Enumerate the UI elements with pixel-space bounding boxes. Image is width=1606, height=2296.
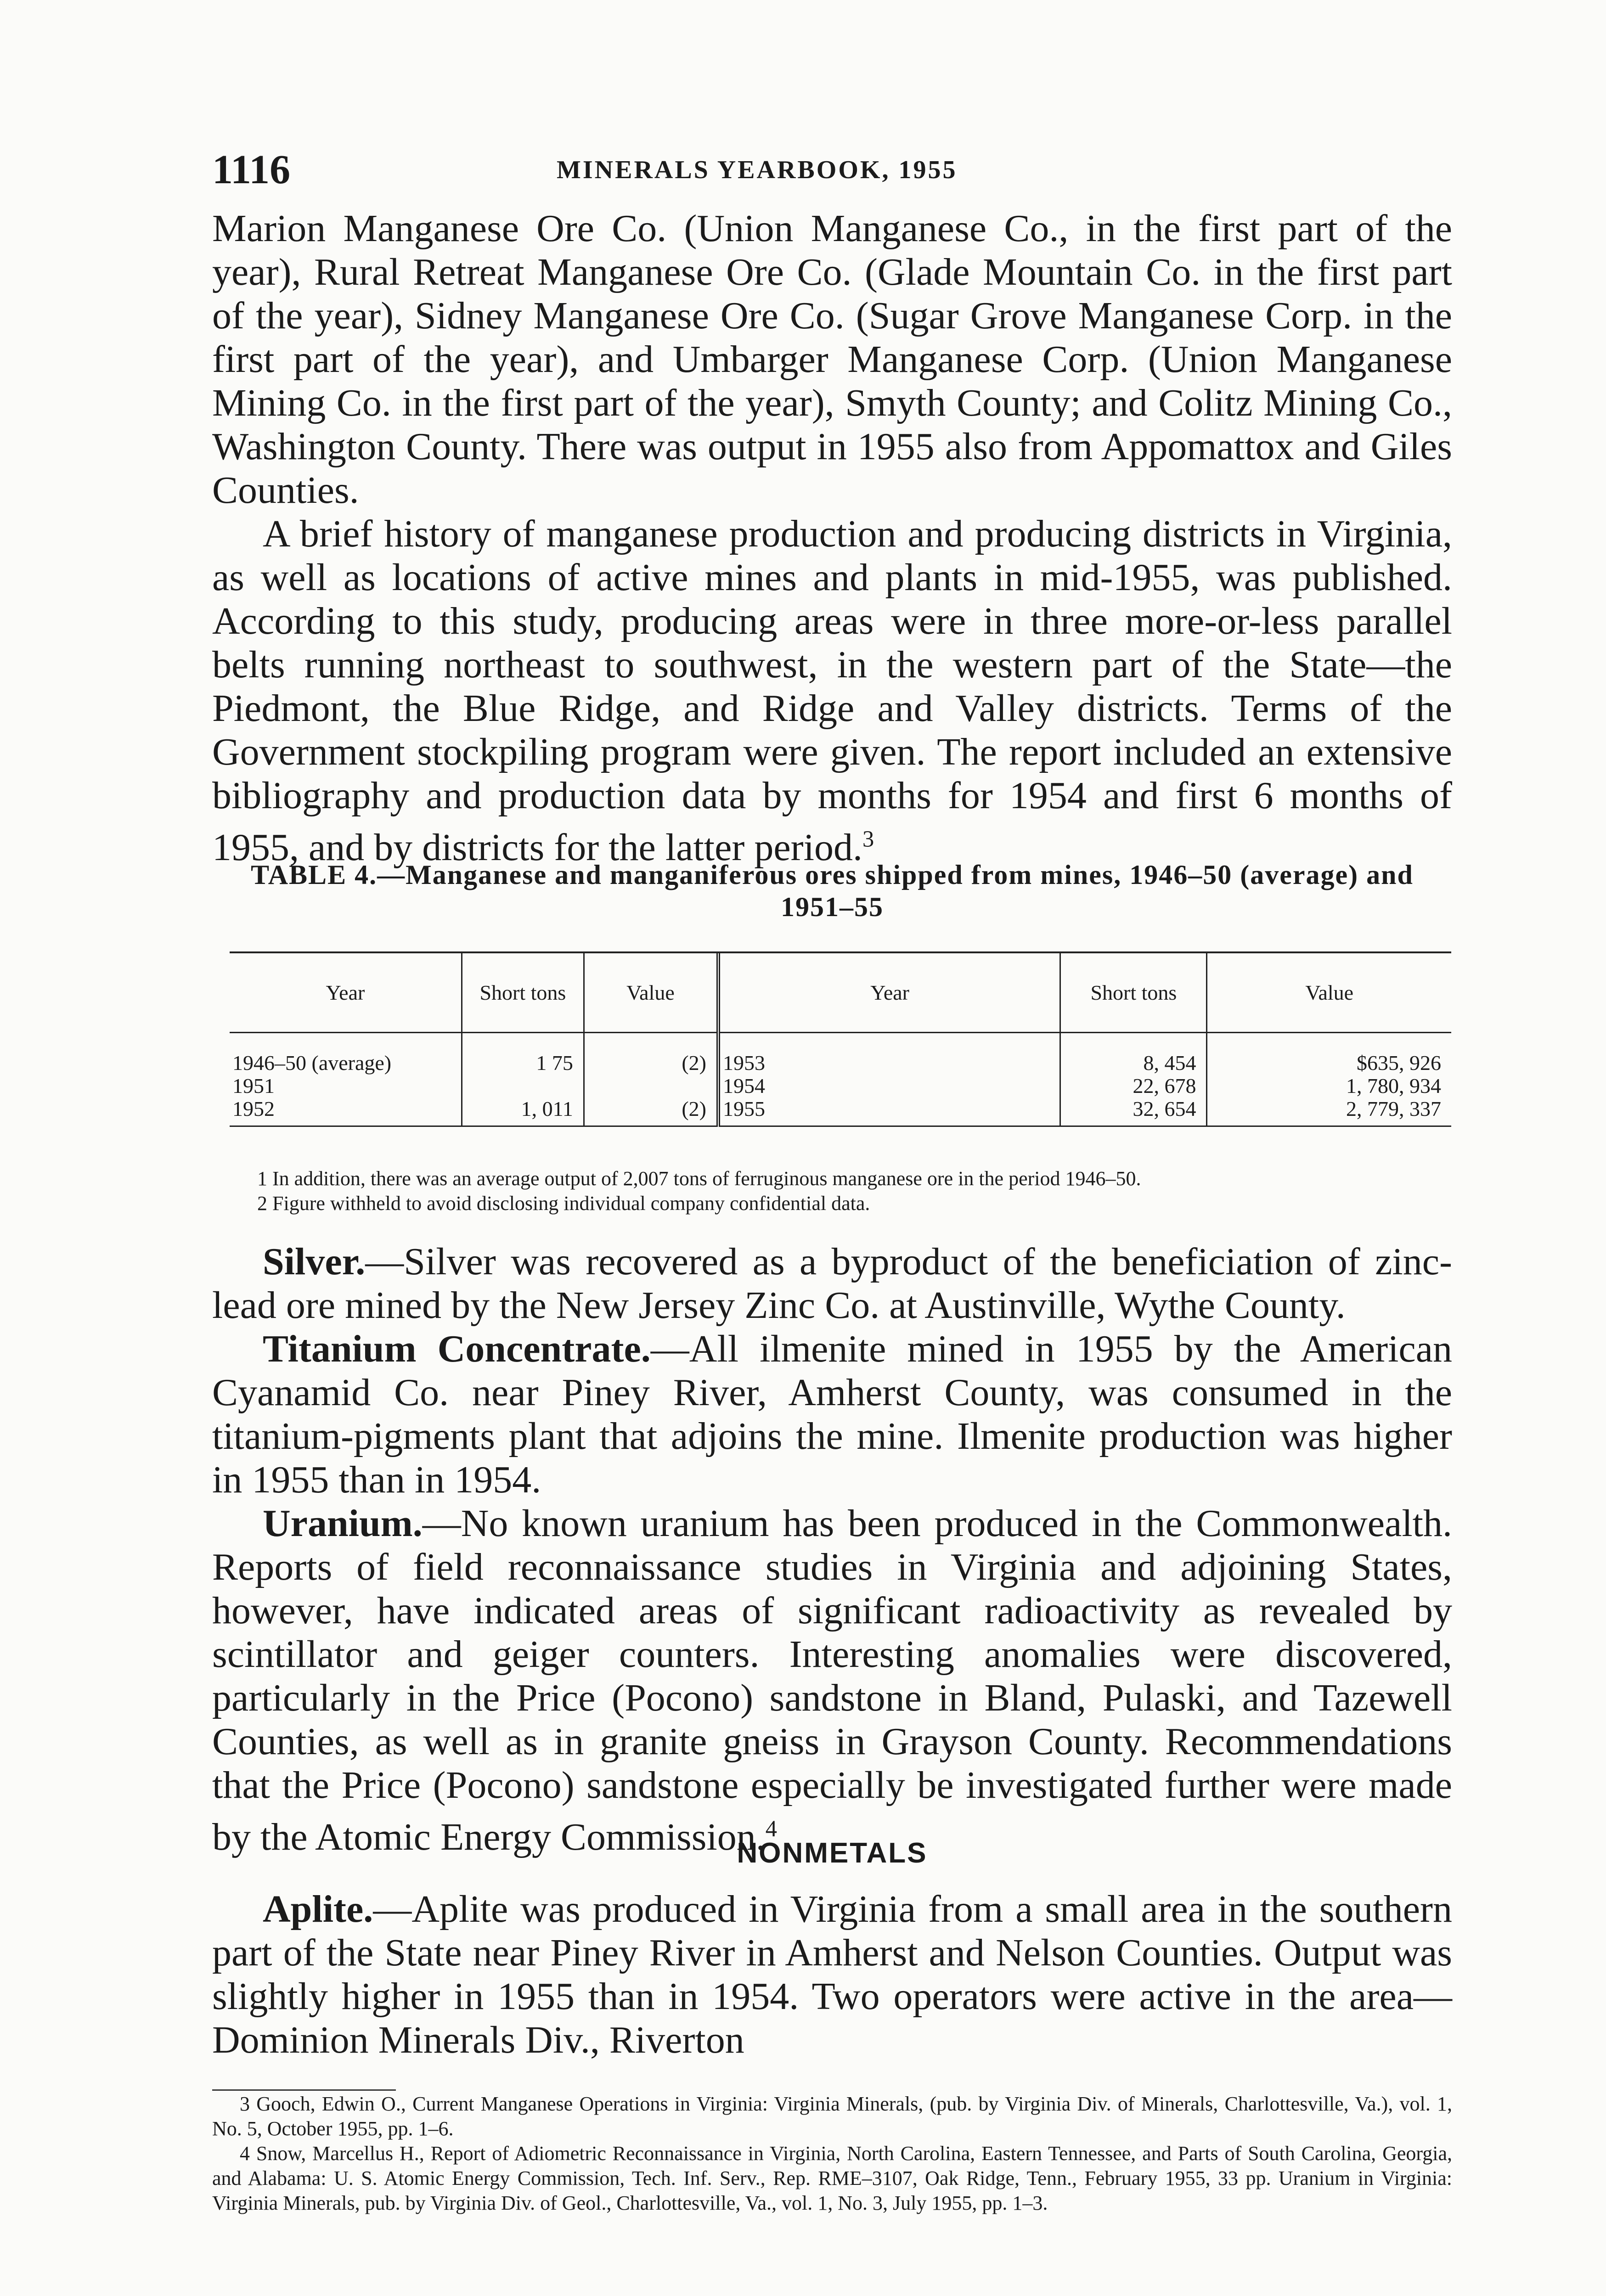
uranium-heading: Uranium. xyxy=(263,1502,423,1545)
col-header-year-right: Year xyxy=(718,953,1060,1033)
year-label: 1953 xyxy=(722,1051,765,1075)
tons-value: 32, 654 xyxy=(1133,1097,1196,1120)
aplite-paragraph xyxy=(212,1887,1452,2062)
footnote-4: 4 Snow, Marcellus H., Report of Adiometric Reconnaissance in Virginia, North Carolina, Eastern Tennessee, and Parts of South Carolina, Georgia, and Alabama: U. S. Atomic Energy Commission, Tech. Inf. Serv., Rep. RME–3107, Oak Ridge, Tenn., February 1955, 33 pp. Uranium in Virginia: Virginia Minerals, pub. by Virginia Div. of Geol., Charlottesville, Va., vol. 1, No. 3, July 1955, pp. 1–3. xyxy=(212,2142,1452,2214)
footnote-ref-3: 3 xyxy=(862,826,874,852)
silver-text: —Silver was recovered as a byproduct of the beneficiation of zinc-lead ore mined by the New Jersey Zinc Co. at Austinville, Wythe County. xyxy=(212,1240,1452,1327)
aplite-text: —Aplite was produced in Virginia from a small area in the southern part of the State near Piney River in Amherst and Nelson Counties. Output was slightly higher in 1955 than in 1954. Two operators were active in the area—Dominion Minerals Div., Riverton xyxy=(212,1888,1452,2061)
nonmetals-text xyxy=(212,1887,1452,2062)
col-header-year-left: Year xyxy=(230,953,462,1033)
year-label: 1955 xyxy=(722,1097,765,1120)
uranium-text: —No known uranium has been produced in the Commonwealth. Reports of field reconnaissance studies in Virginia and adjoining States, however, have indicated areas of significant radioactivity as revealed by scintillator and geiger counters. Interesting anomalies were discovered, particularly in the Price (Pocono) sandstone in Bland, Pulaski, and Tazewell Counties, as well as in granite gneiss in Grayson County. Recommendations that the Price (Pocono) sandstone especially be investigated further were made by the Atomic Energy Commission. xyxy=(212,1502,1452,1858)
intro-paragraph-1: Marion Manganese Ore Co. (Union Manganese Co., in the first part of the year), Rural Retreat Manganese Ore Co. (Glade Mountain Co. in the first part of the year), Sidney Manganese Ore Co. (Sugar Grove Manganese Corp. in the first part of the year), and Umbarger Manganese Corp. (Union Manganese Mining Co. in the first part of the year), Smyth County; and Colitz Mining Co., Washington County. There was output in 1955 also from Appomattox and Giles Counties. xyxy=(212,207,1452,512)
table-footnote-2: 2 Figure withheld to avoid disclosing individual company confidential data. xyxy=(257,1192,870,1215)
page-number: 1116 xyxy=(212,147,291,192)
footnote-ref-4: 4 xyxy=(765,1816,777,1841)
value-value: (2) xyxy=(682,1051,706,1075)
tons-value: 8, 454 xyxy=(1143,1051,1196,1075)
running-head: MINERALS YEARBOOK, 1955 xyxy=(557,156,958,184)
col-header-tons-left: Short tons xyxy=(462,953,584,1033)
value-value xyxy=(585,1075,706,1097)
metals-text xyxy=(212,1240,1452,1859)
page-header xyxy=(212,146,1452,197)
silver-heading: Silver. xyxy=(263,1240,366,1283)
table-header-row xyxy=(230,953,1451,1033)
value-value: 2, 779, 337 xyxy=(1346,1097,1441,1120)
table-title: TABLE 4.—Manganese and manganiferous ores shipped from mines, 1946–50 (average) and 1951–55 xyxy=(251,860,1414,922)
tons-value: 22, 678 xyxy=(1133,1074,1196,1097)
tons-cell-left xyxy=(462,1033,584,1126)
value-cell-right xyxy=(1207,1033,1451,1126)
data-table xyxy=(230,953,1451,1127)
titanium-text: —All ilmenite mined in 1955 by the American Cyanamid Co. near Piney River, Amherst County, was consumed in the titanium-pigments plant that adjoins the mine. Ilmenite production was higher in 1955 than in 1954. xyxy=(212,1328,1452,1501)
titanium-heading: Titanium Concentrate. xyxy=(263,1328,651,1370)
table-row xyxy=(230,1033,1451,1126)
col-header-tons-right: Short tons xyxy=(1060,953,1207,1033)
year-label: 1951 xyxy=(232,1074,275,1097)
intro-paragraph-2 xyxy=(212,512,1452,869)
tons-value: 1 75 xyxy=(536,1051,573,1075)
page-footnotes xyxy=(212,2092,1452,2216)
section-heading-nonmetals: NONMETALS xyxy=(737,1837,928,1869)
col-header-value-left: Value xyxy=(584,953,718,1033)
value-value: 1, 780, 934 xyxy=(1346,1074,1441,1097)
table-footnote-1: 1 In addition, there was an average output of 2,007 tons of ferruginous manganese ore in the period 1946–50. xyxy=(257,1167,1141,1190)
uranium-paragraph xyxy=(212,1502,1452,1859)
col-header-value-right: Value xyxy=(1207,953,1451,1033)
footnote-3: 3 Gooch, Edwin O., Current Manganese Operations in Virginia: Virginia Minerals, (pub. by Virginia Div. of Minerals, Charlottesville, Va.), vol. 1, No. 5, October 1955, pp. 1–6. xyxy=(212,2093,1452,2140)
year-cell-left xyxy=(230,1033,462,1126)
value-value: (2) xyxy=(682,1097,706,1120)
silver-paragraph xyxy=(212,1240,1452,1327)
value-cell-left xyxy=(584,1033,718,1126)
year-label: 1954 xyxy=(722,1074,765,1097)
tons-value xyxy=(463,1075,573,1097)
tons-cell-right xyxy=(1060,1033,1207,1126)
aplite-heading: Aplite. xyxy=(263,1888,373,1930)
year-label: 1946–50 (average) xyxy=(232,1051,392,1075)
year-cell-right xyxy=(718,1033,1060,1126)
value-value: $635, 926 xyxy=(1357,1051,1441,1075)
titanium-paragraph xyxy=(212,1327,1452,1502)
table-footnotes xyxy=(257,1166,1451,1216)
intro-text xyxy=(212,207,1452,869)
footnote-rule xyxy=(212,2089,396,2091)
year-label: 1952 xyxy=(232,1097,275,1120)
tons-value: 1, 011 xyxy=(521,1097,573,1120)
intro-paragraph-2-text: A brief history of manganese production and producing districts in Virginia, as well as locations of active mines and plants in mid-1955, was published. According to this study, producing areas were in three more-or-less parallel belts running northeast to southwest, in the western part of the State—the Piedmont, the Blue Ridge, and Ridge and Valley districts. Terms of the Government stockpiling program were given. The report included an extensive bibliography and production data by months for 1954 and first 6 months of 1955, and by districts for the latter period. xyxy=(212,512,1452,869)
